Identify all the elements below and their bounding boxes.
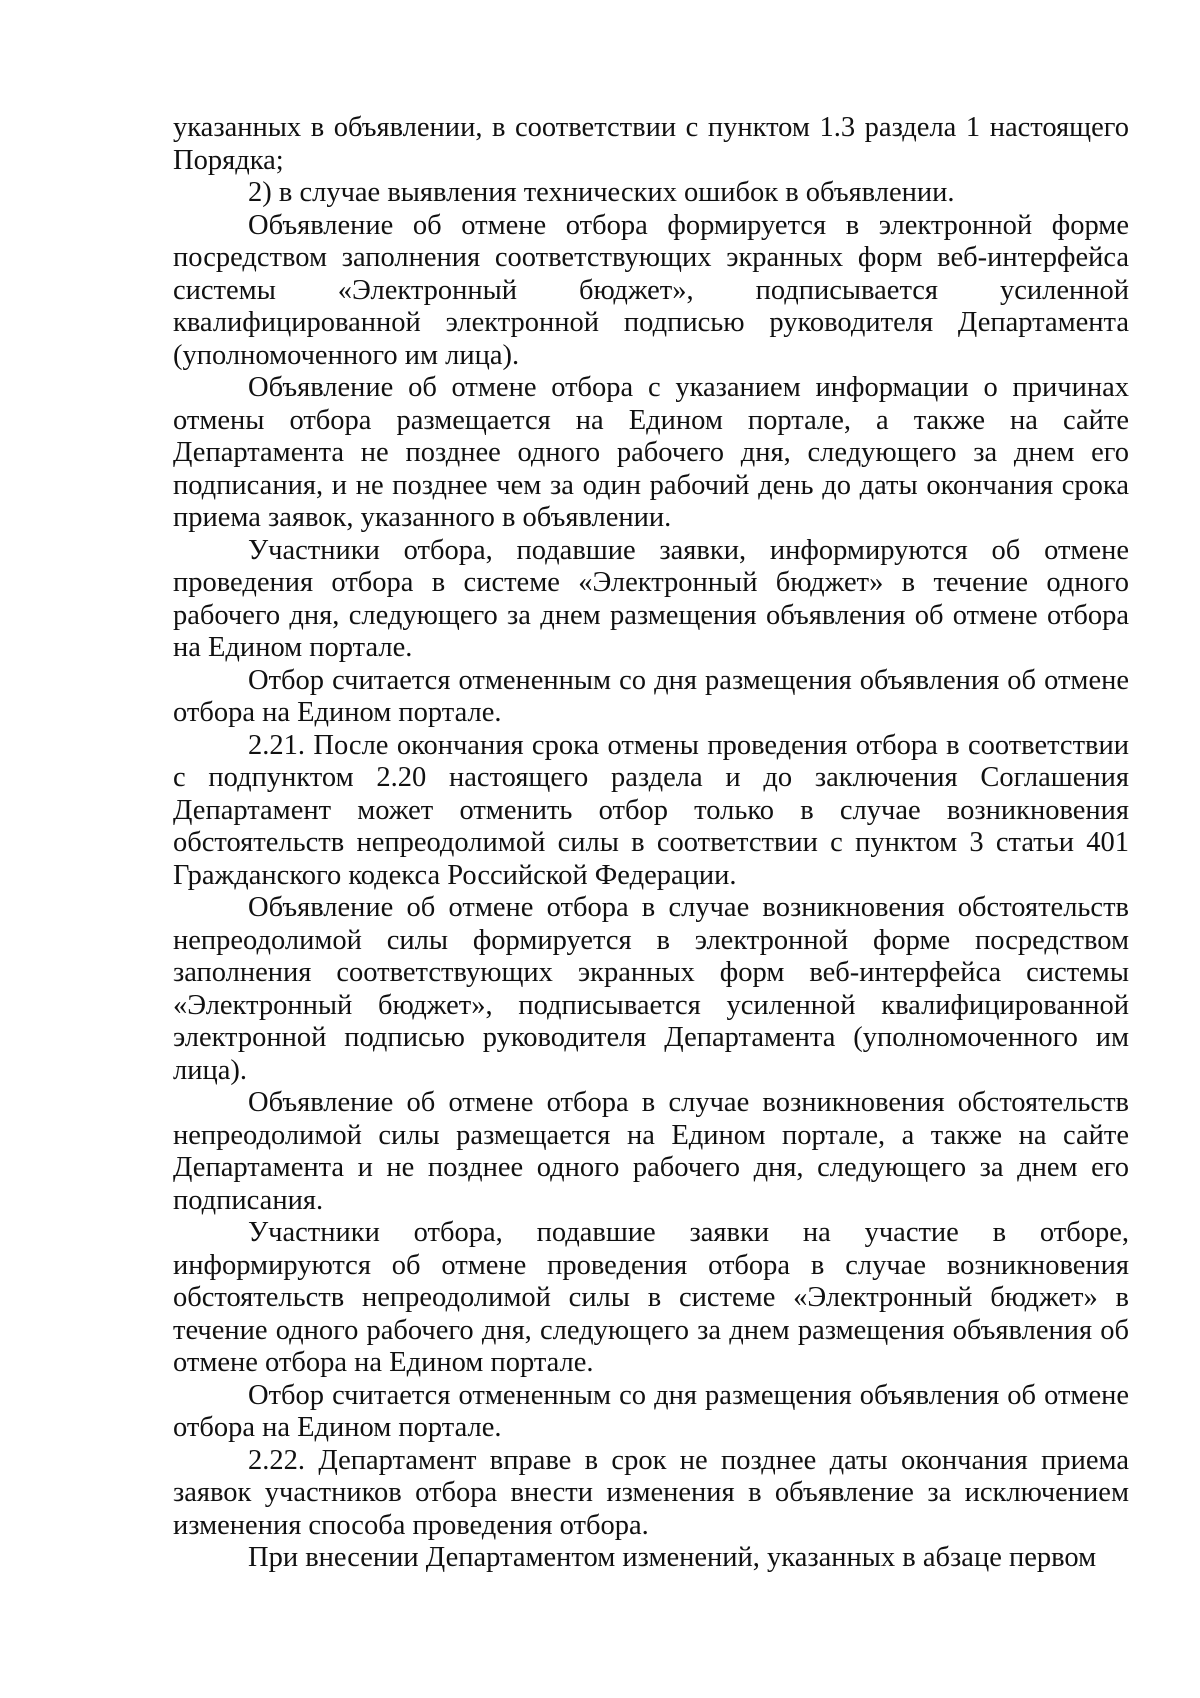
paragraph-participants-notified: Участники отбора, подавшие заявки, информируются об отмене проведения отбора в системе «Электронный бюджет» в течение одного рабочего дня, следующего за днем размещения объявления об отмене отбора на Едином портале. xyxy=(173,534,1129,663)
paragraph-cancellation-form: Объявление об отмене отбора формируется в электронной форме посредством заполнения соответствующих экранных форм веб-интерфейса системы «Электронный бюджет», подписывается усиленной квалифицированной электронной подписью руководителя Департамента (уполномоченного им лица). xyxy=(173,209,1129,371)
paragraph-force-majeure-form: Объявление об отмене отбора в случае возникновения обстоятельств непреодолимой силы формируется в электронной форме посредством заполнения соответствующих экранных форм веб-интерфейса системы «Электронный бюджет», подписывается усиленной квалифицированной электронной подписью руководителя Департамента (уполномоченного им лица). xyxy=(173,892,1129,1086)
paragraph-continuation: указанных в объявлении, в соответствии с пунктом 1.3 раздела 1 настоящего Порядка; xyxy=(173,112,1129,176)
paragraph-item-2: 2) в случае выявления технических ошибок в объявлении. xyxy=(248,177,955,208)
paragraph-cancellation-publication: Объявление об отмене отбора с указанием информации о причинах отмены отбора размещается на Едином портале, а также на сайте Департамента не позднее одного рабочего дня, следующего за днем его подписания, и не позднее чем за один рабочий день до даты окончания срока приема заявок, указанного в объявлении. xyxy=(173,372,1129,533)
paragraph-changes-continued: При внесении Департаментом изменений, указанных в абзаце первом xyxy=(248,1542,1097,1573)
paragraph-clause-2-21: 2.21. После окончания срока отмены проведения отбора в соответствии с подпунктом 2.20 настоящего раздела и до заключения Соглашения Департамент может отменить отбор только в случае возникновения обстоятельств непреодолимой силы в соответствии с пунктом 3 статьи 401 Гражданского кодекса Российской Федерации. xyxy=(173,729,1129,891)
paragraph-selection-cancelled-2: Отбор считается отмененным со дня размещения объявления об отмене отбора на Едином портале. xyxy=(173,1379,1129,1443)
paragraph-force-majeure-participants: Участники отбора, подавшие заявки на участие в отборе, информируются об отмене проведения отбора в случае возникновения обстоятельств непреодолимой силы в системе «Электронный бюджет» в течение одного рабочего дня, следующего за днем размещения объявления об отмене отбора на Едином портале. xyxy=(173,1217,1129,1378)
paragraph-force-majeure-publication: Объявление об отмене отбора в случае возникновения обстоятельств непреодолимой силы размещается на Едином портале, а также на сайте Департамента и не позднее одного рабочего дня, следующего за днем его подписания. xyxy=(173,1087,1129,1216)
paragraph-selection-cancelled: Отбор считается отмененным со дня размещения объявления об отмене отбора на Едином портале. xyxy=(173,664,1129,728)
paragraph-clause-2-22: 2.22. Департамент вправе в срок не позднее даты окончания приема заявок участников отбора внести изменения в объявление за исключением изменения способа проведения отбора. xyxy=(173,1444,1129,1541)
document-body xyxy=(173,112,1129,1575)
